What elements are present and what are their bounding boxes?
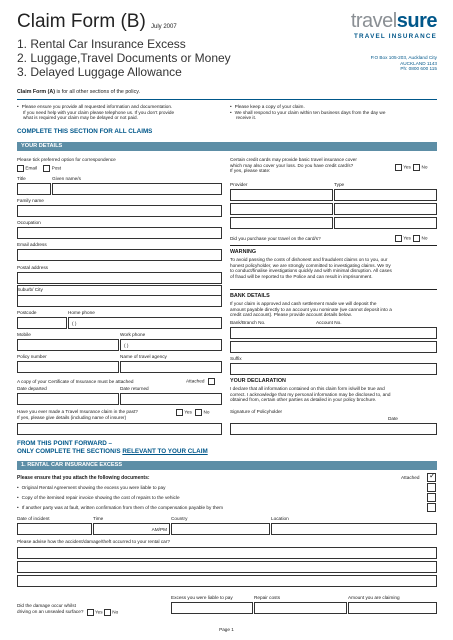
- declaration-text: [230, 386, 440, 403]
- family-name-label: Family name: [17, 198, 44, 203]
- bullet-line: If you need help with your claim please telephone us. If you don’t provide: [23, 109, 175, 115]
- suffix-label: Suffix: [230, 356, 242, 361]
- logo-subtitle: TRAVEL INSURANCE: [354, 33, 437, 40]
- provider-label: Provider: [230, 182, 248, 187]
- signature-date-label: Date: [388, 416, 398, 421]
- accident-description-label: Please advise how the accident/damage/theft occurred to your rental car?: [17, 539, 170, 544]
- accident-description-field-2[interactable]: [17, 561, 437, 573]
- claim-form-a-label: Claim Form (A): [17, 89, 55, 95]
- mobile-field[interactable]: [17, 339, 119, 351]
- forward-heading: [17, 440, 208, 456]
- address-line: P.O Box 105-203, Auckland City: [370, 55, 437, 60]
- bullet-line: what is required your claim may be delayed or not paid.: [23, 115, 138, 121]
- credit-card-question: [230, 157, 357, 174]
- bullet-line: • We shall respond to your claim within ten business days from the day we: [230, 110, 440, 116]
- card-type-field[interactable]: [334, 189, 437, 201]
- card-type-field-2[interactable]: [334, 203, 437, 215]
- travel-agency-label: Name of travel agency: [120, 354, 167, 359]
- forward-line-1: FROM THIS POINT FORWARD –: [17, 440, 113, 447]
- credit-card-yes-checkbox[interactable]: [395, 164, 402, 171]
- warning-line: to conduct/finalise investigations quickly and with minimal disruption. All cases: [230, 268, 392, 274]
- declaration-line: I declare that all information contained on this claim form is/will be true and: [230, 386, 385, 391]
- postal-address-field[interactable]: [17, 272, 222, 284]
- suffix-field[interactable]: [230, 363, 437, 375]
- yes-label: Yes: [403, 164, 411, 170]
- email-address-field[interactable]: [17, 249, 222, 261]
- date-returned-field[interactable]: [120, 393, 222, 405]
- branch-number-label: Bank/Branch No.: [230, 320, 266, 325]
- forward-line-2: [17, 448, 208, 456]
- postcode-label: Postcode: [17, 310, 37, 315]
- date-departed-field[interactable]: [17, 393, 119, 405]
- warning-line: honest policyholder, we are strongly committed to investigating claims. We try: [230, 262, 391, 268]
- previous-claim-question: [17, 409, 138, 420]
- warning-text: [230, 257, 440, 279]
- accident-description-field-1[interactable]: [17, 547, 437, 559]
- intro-left-bullet: [17, 104, 222, 121]
- occupation-field[interactable]: [17, 227, 222, 239]
- page-title: Claim Form (B): [17, 11, 146, 32]
- question-line: If yes, please give details (including name of insurer): [17, 414, 127, 420]
- intro-right-bullets: [230, 104, 440, 121]
- bank-line: credit card account). Please provide account details below.: [230, 312, 352, 318]
- given-names-field[interactable]: [52, 183, 222, 195]
- card-type-field-3[interactable]: [334, 217, 437, 229]
- repair-costs-field[interactable]: [254, 602, 347, 614]
- certificate-note: A copy of your Certificate of Insurance must be attached: [17, 379, 134, 384]
- title-field[interactable]: [17, 183, 51, 195]
- work-phone-label: Work phone: [120, 332, 146, 337]
- suburb-label: Suburb/ City: [17, 287, 43, 292]
- purchase-yes-checkbox[interactable]: [395, 235, 402, 242]
- forward-line-2a: ONLY COMPLETE THE SECTION/S: [17, 448, 123, 455]
- intro-text: [17, 89, 140, 95]
- divider: [230, 289, 437, 290]
- doc-3-checkbox[interactable]: [427, 493, 436, 502]
- am-pm-label: AM/PM: [151, 527, 167, 532]
- previous-claim-details-field[interactable]: [17, 423, 222, 435]
- doc-4-checkbox[interactable]: [427, 503, 436, 512]
- header-line-3: 3. Delayed Luggage Allowance: [17, 65, 182, 79]
- work-phone-field[interactable]: [120, 339, 222, 351]
- mobile-label: Mobile: [17, 332, 31, 337]
- provider-field-3[interactable]: [230, 217, 333, 229]
- purchase-question: Did you purchase your travel on the card/s?: [230, 236, 321, 241]
- repair-costs-label: Repair costs: [254, 595, 281, 600]
- address-line: AUCKLAND 1143: [400, 60, 437, 66]
- card-type-label: Type: [334, 182, 345, 187]
- unsealed-yes-checkbox[interactable]: [87, 609, 94, 616]
- no-label: No: [421, 235, 428, 241]
- documents-list: [17, 483, 223, 513]
- date-incident-label: Date of incident: [17, 516, 50, 521]
- signature-label: Signature of Policyholder: [230, 409, 283, 414]
- excess-field[interactable]: [171, 602, 253, 614]
- header-line-2: 2. Luggage,Travel Documents or Money: [17, 51, 231, 65]
- question-line: which may also cover your loss. Do you have credit card/s?: [230, 162, 354, 168]
- declaration-line: correct. I acknowledge that my personal information may be disclosed to, and: [230, 391, 391, 397]
- bank-details-text: [230, 301, 440, 318]
- previous-claim-no-checkbox[interactable]: [195, 409, 202, 416]
- date-returned-label: Date returned: [120, 386, 149, 391]
- postal-address-label: Postal address: [17, 265, 49, 270]
- credit-card-no-checkbox[interactable]: [413, 164, 420, 171]
- date-incident-field[interactable]: [17, 523, 92, 535]
- bullet-line: • Please ensure you provide all requested information and documentation.: [17, 104, 222, 110]
- question-line: Have you ever made a Travel Insurance claim in the past?: [17, 409, 138, 414]
- ensure-documents: Please ensure that you attach the following documents:: [17, 475, 150, 481]
- bank-account-field[interactable]: [230, 327, 437, 339]
- provider-field[interactable]: [230, 189, 333, 201]
- document-item: • Original Rental Agreement showing the excess you were liable to pay: [17, 483, 223, 493]
- previous-claim-options: [176, 409, 210, 416]
- post-checkbox[interactable]: [43, 165, 50, 172]
- doc-1-checkbox[interactable]: [427, 473, 436, 482]
- title-label: Title: [17, 176, 26, 181]
- email-address-label: Email address: [17, 242, 47, 247]
- travelsure-logo: [337, 10, 437, 40]
- purchase-no-checkbox[interactable]: [413, 235, 420, 242]
- intro-rest: is for all other sections of the policy.: [54, 89, 140, 95]
- attached-label: Attached: [186, 378, 205, 384]
- no-label: No: [112, 609, 119, 615]
- page-number: Page 1: [219, 627, 234, 632]
- certificate-attached: [186, 378, 215, 385]
- date-departed-label: Date departed: [17, 386, 47, 391]
- question-line: Certain credit cards may provide basic travel insurance cover: [230, 157, 357, 162]
- logo-sure: sure: [396, 10, 437, 32]
- credit-card-options: [395, 164, 428, 171]
- excess-label: Excess you were liable to pay: [171, 595, 233, 600]
- correspondence-label: Please tick preferred option for correspondence: [17, 157, 116, 162]
- rental-car-excess-bar: 1. RENTAL CAR INSURANCE EXCESS: [17, 461, 437, 470]
- amount-claiming-label: Amount you are claiming: [348, 595, 400, 600]
- question-line: Did the damage occur whilst: [17, 603, 76, 608]
- purchase-options: [395, 235, 428, 242]
- form-date: July 2007: [151, 24, 177, 30]
- no-label: No: [203, 409, 210, 415]
- bullet-line: receive it.: [236, 115, 257, 121]
- certificate-attached-checkbox[interactable]: [208, 378, 215, 385]
- bullet-line: • Please keep a copy of your claim.: [230, 104, 440, 110]
- declaration-heading: YOUR DECLARATION: [230, 378, 286, 384]
- doc-2-checkbox[interactable]: [427, 483, 436, 492]
- yes-label: Yes: [94, 609, 103, 615]
- header-line-1: 1. Rental Car Insurance Excess: [17, 37, 186, 51]
- suburb-field[interactable]: [17, 295, 222, 307]
- no-label: No: [421, 164, 428, 170]
- time-field[interactable]: [93, 523, 170, 535]
- home-phone-label: Home phone: [68, 310, 95, 315]
- policy-number-label: Policy number: [17, 354, 47, 359]
- post-option-label: Post: [51, 165, 62, 171]
- travel-agency-field[interactable]: [120, 361, 222, 373]
- question-line: If yes, please state:: [230, 168, 271, 174]
- country-field[interactable]: [171, 523, 270, 535]
- area-code: ( ): [124, 343, 129, 348]
- previous-claim-yes-checkbox[interactable]: [176, 409, 183, 416]
- documents-checkboxes: [427, 473, 437, 512]
- unsealed-no-checkbox[interactable]: [104, 609, 111, 616]
- yes-label: Yes: [403, 235, 411, 241]
- yes-label: Yes: [184, 409, 192, 415]
- given-names-label: Given name/s: [52, 176, 81, 181]
- correspondence-options: [17, 165, 61, 172]
- provider-field-2[interactable]: [230, 203, 333, 215]
- amount-claiming-field[interactable]: [348, 602, 437, 614]
- postcode-field[interactable]: [17, 317, 67, 329]
- warning-heading: WARNING: [230, 249, 257, 255]
- bank-line: If your claim is approved and cash settlement made we will deposit the: [230, 301, 377, 306]
- country-label: Country: [171, 516, 188, 521]
- email-checkbox[interactable]: [17, 165, 24, 172]
- address-line: Ph: 0800 600 115: [400, 66, 437, 72]
- family-name-field[interactable]: [17, 205, 222, 217]
- signature-field[interactable]: [230, 423, 437, 435]
- accident-description-field-3[interactable]: [17, 575, 437, 587]
- divider: [17, 99, 437, 100]
- declaration-line: obtained from, certain other parties as detailed in your policy brochure.: [230, 397, 377, 403]
- logo-travel: travel: [350, 10, 397, 32]
- occupation-label: Occupation: [17, 220, 41, 225]
- your-details-bar: YOUR DETAILS: [17, 142, 437, 151]
- bank-details-heading: BANK DETAILS: [230, 293, 270, 299]
- warning-line: of fraud will be reported to the Police and can result in imprisonment.: [230, 273, 373, 279]
- address-block: [371, 55, 437, 72]
- account-number-label: Account No.: [316, 320, 342, 325]
- bank-account-field-2[interactable]: [230, 341, 437, 353]
- divider: [230, 245, 437, 246]
- unsealed-question: [17, 603, 118, 616]
- location-field[interactable]: [271, 523, 437, 535]
- policy-number-field[interactable]: [17, 361, 119, 373]
- bank-line: amount payable directly to an account you nominate (we cannot deposit into a: [230, 306, 392, 312]
- email-option-label: Email: [25, 165, 38, 171]
- location-label: Location: [271, 516, 289, 521]
- time-label: Time: [93, 516, 104, 521]
- document-item: • If another party was at fault, written confirmation from them of the compensation payable by them: [17, 503, 223, 513]
- area-code: ( ): [72, 321, 77, 326]
- document-item: • Copy of the itemised repair invoice showing the cost of repairs to the vehicle: [17, 493, 223, 503]
- checkmark-icon: ✓: [429, 471, 436, 480]
- question-line: driving on an unsealed surface?: [17, 609, 84, 615]
- warning-line: To avoid passing the costs of dishonest and fraudulent claims on to you, our: [230, 257, 388, 262]
- home-phone-field[interactable]: [68, 317, 222, 329]
- relevant-to-claim: RELEVANT TO YOUR CLAIM: [122, 448, 208, 455]
- documents-attached-label: Attached: [401, 475, 420, 480]
- section-heading-all-claims: COMPLETE THIS SECTION FOR ALL CLAIMS: [17, 128, 153, 135]
